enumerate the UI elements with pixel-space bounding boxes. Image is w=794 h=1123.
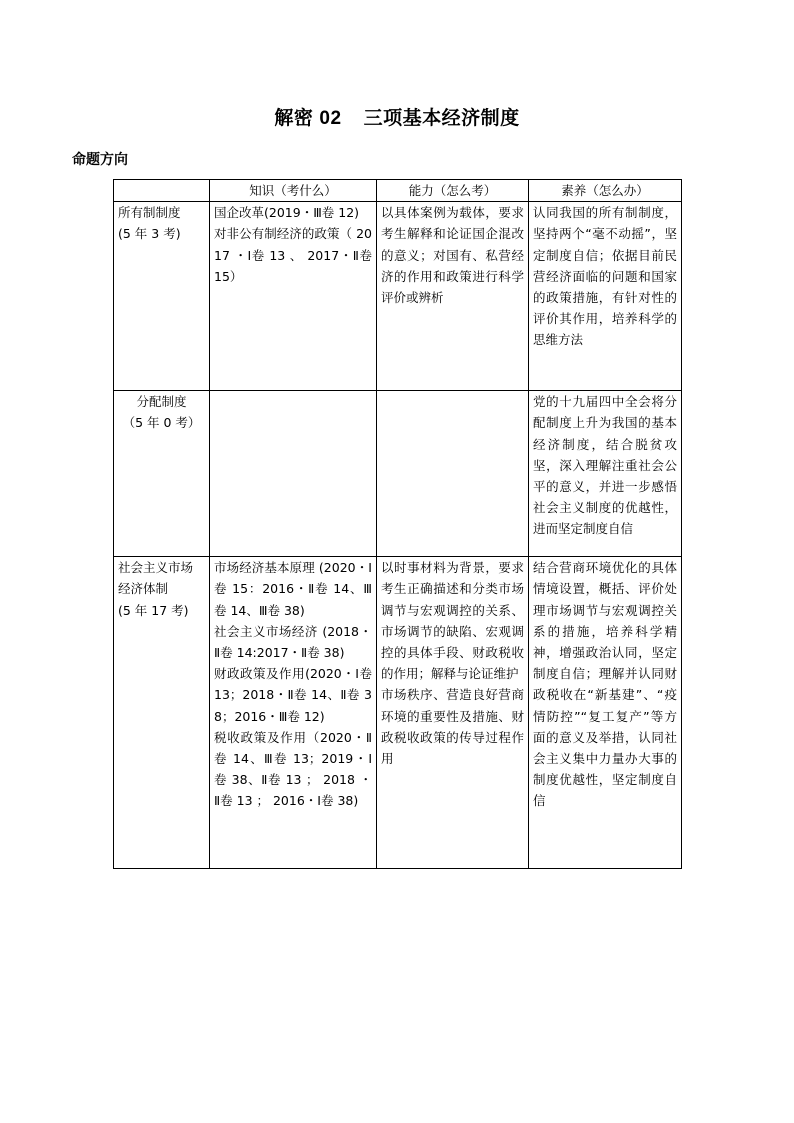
page-title xyxy=(0,103,794,130)
table-header-row xyxy=(114,180,682,202)
category-name: 社会主义市场经济体制 xyxy=(118,560,194,597)
knowledge-item: 国企改革(2019・Ⅲ卷 12) xyxy=(214,205,360,221)
category-count: （5 年 0 考） xyxy=(122,415,201,431)
table-row xyxy=(114,557,682,869)
title-prefix: 解密 xyxy=(274,107,314,129)
section-heading: 命题方向 xyxy=(72,152,128,168)
row-literacy xyxy=(529,391,682,557)
ability-text: 以时事材料为背景，要求考生正确描述和分类市场调节与宏观调控的关系、市场调节的缺陷、宏观调控的具体手段、财政税收的作用；解释与论证维护 xyxy=(381,560,524,682)
category-name: 分配制度 xyxy=(136,394,187,410)
row-category xyxy=(114,557,210,869)
row-knowledge xyxy=(210,202,377,391)
knowledge-item: 对非公有制经济的政策（ 2017 ・Ⅰ卷 13 、 2017・Ⅱ卷 15） xyxy=(214,226,372,284)
category-name: 所有制制度 xyxy=(118,205,181,221)
row-knowledge xyxy=(210,391,377,557)
header-literacy: 素养（怎么办） xyxy=(529,180,682,202)
table-row xyxy=(114,202,682,391)
exam-direction-table xyxy=(113,179,682,869)
row-knowledge xyxy=(210,557,377,869)
row-category xyxy=(114,202,210,391)
header-knowledge: 知识（考什么） xyxy=(210,180,377,202)
knowledge-item: 税收政策及作用（2020・Ⅱ卷 14、Ⅲ卷 13；2019・Ⅰ卷 38、Ⅱ卷 13 ； 2018 ・ Ⅱ卷 13 ； 2016・Ⅰ卷 38) xyxy=(214,729,372,809)
row-ability xyxy=(377,557,529,869)
knowledge-item: 社会主义市场经济 (2018・Ⅱ卷 14:2017・Ⅱ卷 38) xyxy=(214,623,372,661)
row-ability xyxy=(377,391,529,557)
header-ability: 能力（怎么考） xyxy=(377,180,529,202)
knowledge-item: 市场经济基本原理 (2020・Ⅰ卷 15：2016・Ⅱ卷 14、Ⅲ卷 14、Ⅲ卷 38) xyxy=(214,560,372,618)
row-literacy xyxy=(529,557,682,869)
literacy-text: 认同我国的所有制制度，坚持两个“毫不动摇”，坚定制度自信；依据目前民营经济面临的问题和国家的政策措施，有针对性的评价其作用，培养科学的思维方法 xyxy=(533,205,677,348)
header-blank xyxy=(114,180,210,202)
category-count: (5 年 17 考) xyxy=(118,602,189,618)
category-count: (5 年 3 考) xyxy=(118,226,181,242)
table-row xyxy=(114,391,682,557)
literacy-text: 党的十九届四中全会将分配制度上升为我国的基本经济制度，结合脱贫攻坚，深入理解注重社会公平的意义，并进一步感悟社会主义制度的优越性，进而坚定制度自信 xyxy=(533,394,677,537)
row-literacy xyxy=(529,202,682,391)
title-number: 02 xyxy=(319,108,342,129)
ability-text: 市场秩序、营造良好营商环境的重要性及措施、财政税收政策的传导过程作用 xyxy=(381,687,524,767)
literacy-text: 结合营商环境优化的具体情境设置，概括、评价处理市场调节与宏观调控关系的措施，培养科学精神，增强政治认同，坚定制度自信；理解并认同财政税收在“新基建”、“疫情防控”“复工复产”等方面的意义及举措，认同社会主义集中力量办大事的制度优越性，坚定制度自信 xyxy=(533,560,677,809)
ability-text: 以具体案例为载体，要求考生解释和论证国企混改的意义；对国有、私营经济的作用和政策进行科学评价或辨析 xyxy=(381,205,524,306)
title-main: 三项基本经济制度 xyxy=(363,107,520,129)
knowledge-item: 财政政策及作用(2020・Ⅰ卷 13；2018・Ⅱ卷 14、Ⅱ卷 38；2016・Ⅲ卷 12) xyxy=(214,666,372,724)
row-ability xyxy=(377,202,529,391)
row-category xyxy=(114,391,210,557)
